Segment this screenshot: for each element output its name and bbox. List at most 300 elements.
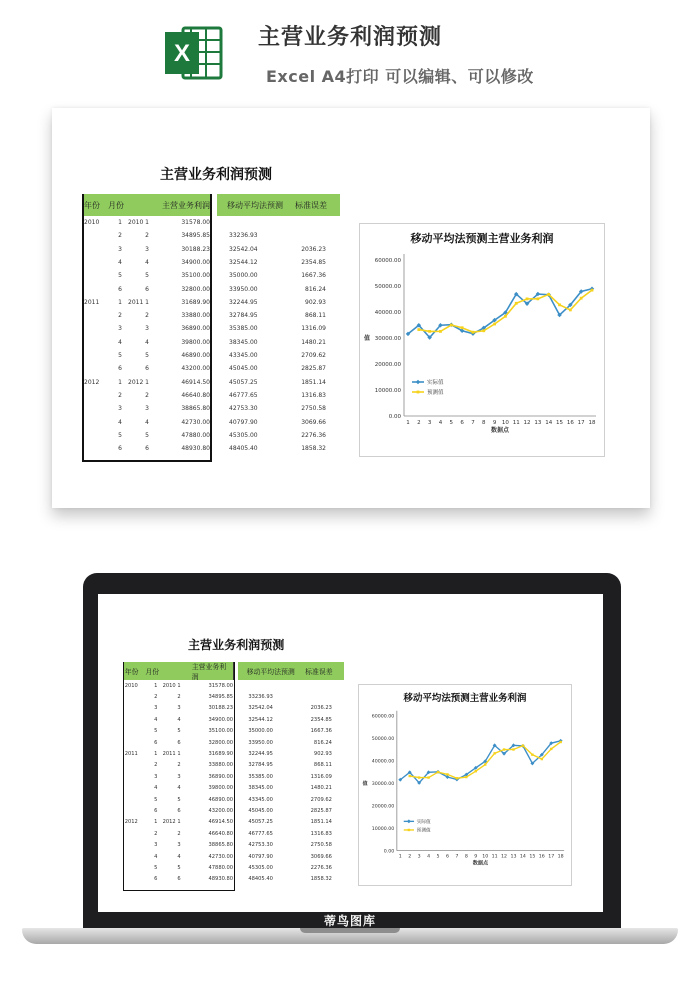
x-axis-label: 数据点 bbox=[472, 860, 489, 867]
table-cell: 1 bbox=[154, 682, 158, 689]
legend-marker bbox=[417, 391, 420, 394]
table-cell: 48930.80 bbox=[181, 445, 210, 453]
x-tick-label: 14 bbox=[545, 420, 553, 426]
table-cell: 2 bbox=[145, 312, 149, 320]
table-row bbox=[82, 339, 212, 352]
table-cell: 32544.12 bbox=[229, 258, 258, 266]
table-cell: 1667.36 bbox=[310, 728, 332, 735]
forecast-row bbox=[217, 219, 340, 232]
table-cell: 6 bbox=[154, 876, 158, 883]
forecast-row bbox=[238, 831, 344, 842]
table-cell: 46640.80 bbox=[208, 830, 234, 837]
table-cell: 33236.93 bbox=[229, 232, 258, 240]
table-cell: 816.24 bbox=[305, 285, 326, 293]
forecast-row bbox=[238, 842, 344, 853]
forecast-row bbox=[217, 299, 340, 312]
table-cell: 1316.83 bbox=[310, 830, 332, 837]
chart-plot bbox=[360, 224, 604, 456]
table-cell: 4 bbox=[177, 853, 181, 860]
table-cell: 1316.83 bbox=[301, 391, 326, 399]
table-cell: 5 bbox=[177, 796, 181, 803]
table-cell: 45045.00 bbox=[229, 365, 258, 373]
table-cell: 5 bbox=[154, 864, 158, 871]
x-tick-label: 7 bbox=[455, 854, 459, 860]
table-cell: 35385.00 bbox=[229, 325, 258, 333]
data-point-forecast bbox=[559, 741, 561, 743]
data-point-forecast bbox=[558, 303, 561, 306]
sheet-title: 主营业务利润预测 bbox=[188, 638, 285, 652]
forecast-row bbox=[238, 740, 344, 751]
column-header: 主营业务利润 bbox=[162, 200, 210, 210]
column-header: 移动平均法预测 bbox=[227, 200, 283, 210]
table-cell: 1858.32 bbox=[310, 876, 332, 883]
table-row bbox=[82, 419, 212, 432]
table-row bbox=[82, 259, 212, 272]
legend-marker bbox=[407, 819, 411, 823]
table-cell: 3 bbox=[177, 773, 181, 780]
table-cell: 33950.00 bbox=[229, 285, 258, 293]
x-tick-label: 2 bbox=[408, 854, 412, 860]
table-cell: 2709.62 bbox=[301, 352, 326, 359]
page-title: 主营业务利润预测 bbox=[258, 25, 443, 50]
data-point-forecast bbox=[512, 748, 514, 750]
data-point-forecast bbox=[504, 315, 507, 318]
legend-label: 实际值 bbox=[416, 820, 431, 826]
data-point-forecast bbox=[569, 309, 572, 312]
x-tick-label: 13 bbox=[510, 854, 517, 860]
table-cell: 34900.00 bbox=[181, 258, 210, 266]
table-cell: 3 bbox=[145, 245, 149, 253]
forecast-row bbox=[217, 445, 340, 458]
table-cell: 6 bbox=[118, 365, 122, 373]
forecast-row bbox=[217, 312, 340, 325]
table-cell: 48405.40 bbox=[248, 876, 273, 883]
data-point-forecast bbox=[439, 330, 442, 333]
table-cell: 3069.66 bbox=[301, 418, 326, 426]
table-cell: 5 bbox=[145, 272, 149, 280]
forecast-row bbox=[238, 819, 344, 830]
data-point-forecast bbox=[484, 763, 486, 765]
table-cell: 48930.80 bbox=[208, 876, 234, 883]
table-cell: 6 bbox=[177, 876, 181, 883]
table-cell: 32800.00 bbox=[181, 285, 210, 293]
x-tick-label: 3 bbox=[417, 854, 421, 860]
data-point-forecast bbox=[437, 771, 439, 773]
table-cell: 4 bbox=[145, 338, 149, 346]
table-cell: 1316.09 bbox=[301, 325, 326, 333]
table-cell: 32244.95 bbox=[229, 298, 258, 306]
y-tick-label: 0.00 bbox=[388, 414, 401, 420]
forecast-row bbox=[217, 259, 340, 272]
legend-label: 预测值 bbox=[427, 390, 444, 396]
line-chart bbox=[359, 223, 605, 457]
table-bottom-border bbox=[123, 890, 235, 891]
table-cell: 3 bbox=[154, 773, 158, 780]
legend-marker bbox=[416, 380, 421, 385]
x-tick-label: 10 bbox=[501, 420, 509, 426]
table-cell: 47880.00 bbox=[181, 431, 210, 439]
table-cell: 4 bbox=[118, 418, 122, 426]
forecast-row bbox=[217, 405, 340, 418]
column-header: 移动平均法预测 bbox=[246, 668, 295, 676]
forecast-row bbox=[217, 272, 340, 285]
column-header: 主营业务利润 bbox=[191, 663, 227, 681]
table-cell: 1 bbox=[118, 219, 122, 226]
x-tick-label: 9 bbox=[492, 420, 497, 426]
table-cell: 32784.95 bbox=[229, 312, 258, 320]
table-row bbox=[82, 379, 212, 392]
table-cell: 3 bbox=[118, 325, 122, 333]
table-cell: 32244.95 bbox=[248, 750, 273, 757]
table-cell: 45057.25 bbox=[229, 378, 258, 386]
spreadsheet-preview-small bbox=[98, 594, 603, 912]
y-tick-label: 60000.00 bbox=[374, 258, 401, 264]
laptop-screen bbox=[98, 594, 603, 912]
y-tick-label: 60000.00 bbox=[371, 714, 395, 720]
table-row bbox=[123, 876, 235, 887]
forecast-row bbox=[217, 232, 340, 245]
table-cell: 6 bbox=[145, 445, 149, 453]
y-tick-label: 30000.00 bbox=[374, 336, 401, 342]
forecast-row bbox=[238, 751, 344, 762]
table-cell: 33880.00 bbox=[181, 312, 210, 320]
table-cell: 5 bbox=[154, 728, 158, 735]
table-cell: 31689.90 bbox=[208, 750, 234, 757]
table-row bbox=[123, 831, 235, 842]
y-tick-label: 0.00 bbox=[383, 849, 395, 855]
table-cell: 35000.00 bbox=[248, 728, 273, 735]
table-cell: 46890.00 bbox=[208, 796, 234, 803]
table-left-border bbox=[82, 194, 84, 460]
table-cell: 46777.65 bbox=[248, 830, 273, 837]
table-row bbox=[82, 445, 212, 458]
table-cell: 4 bbox=[145, 418, 149, 426]
table-cell: 2276.36 bbox=[310, 864, 332, 871]
legend-label: 实际值 bbox=[427, 380, 444, 386]
table-cell: 3 bbox=[177, 705, 181, 712]
table-cell: 2012 bbox=[84, 378, 100, 386]
table-cell: 5 bbox=[154, 796, 158, 803]
table-cell: 32544.12 bbox=[248, 716, 273, 723]
x-tick-label: 2 bbox=[417, 420, 421, 426]
table-cell: 5 bbox=[118, 352, 122, 359]
watermark: 蒂鸟图库 bbox=[323, 914, 376, 928]
forecast-row bbox=[238, 705, 344, 716]
table-cell: 6 bbox=[145, 365, 149, 373]
y-tick-label: 20000.00 bbox=[371, 804, 395, 810]
table-row bbox=[82, 325, 212, 338]
table-cell: 30188.23 bbox=[181, 245, 210, 253]
table-cell: 2011 bbox=[84, 298, 100, 306]
excel-icon bbox=[163, 22, 225, 84]
table-right-border bbox=[234, 662, 235, 890]
table-cell: 2 bbox=[154, 830, 158, 837]
table-cell: 3069.66 bbox=[310, 853, 332, 860]
forecast-row bbox=[217, 352, 340, 365]
table-cell: 40797.90 bbox=[229, 418, 258, 426]
table-cell: 1480.21 bbox=[310, 785, 332, 792]
table-cell: 46914.50 bbox=[208, 819, 234, 826]
forecast-row bbox=[217, 286, 340, 299]
table-cell: 3 bbox=[154, 705, 158, 712]
table-cell: 4 bbox=[145, 258, 149, 266]
table-cell: 2 bbox=[118, 312, 122, 320]
table-cell: 2036.23 bbox=[301, 245, 326, 253]
sheet-title: 主营业务利润预测 bbox=[160, 167, 272, 183]
x-tick-label: 14 bbox=[519, 854, 526, 860]
forecast-row bbox=[238, 774, 344, 785]
table-row bbox=[82, 432, 212, 445]
table-row bbox=[82, 312, 212, 325]
y-tick-label: 10000.00 bbox=[374, 388, 401, 394]
table-cell: 2354.85 bbox=[301, 258, 326, 266]
forecast-row bbox=[217, 432, 340, 445]
table-cell: 32542.04 bbox=[248, 705, 273, 712]
x-tick-label: 8 bbox=[482, 420, 486, 426]
laptop-notch bbox=[300, 928, 400, 933]
table-cell: 2 bbox=[145, 232, 149, 240]
y-axis-label: 值 bbox=[364, 335, 371, 342]
table-cell: 35385.00 bbox=[248, 773, 273, 780]
table-cell: 3 bbox=[145, 405, 149, 413]
table-cell: 38865.80 bbox=[208, 842, 234, 849]
table-cell: 45057.25 bbox=[248, 819, 273, 826]
table-row bbox=[123, 774, 235, 785]
data-point-forecast bbox=[446, 773, 448, 775]
data-point-forecast bbox=[493, 323, 496, 326]
table-row bbox=[123, 683, 235, 694]
column-header: 年份 bbox=[124, 668, 139, 676]
table-cell: 5 bbox=[177, 728, 181, 735]
forecast-row bbox=[238, 876, 344, 887]
column-header: 月份 bbox=[145, 668, 160, 676]
table-row bbox=[82, 272, 212, 285]
table-cell: 36890.00 bbox=[208, 773, 234, 780]
forecast-row bbox=[238, 785, 344, 796]
table-cell: 2011 1 bbox=[162, 750, 181, 757]
table-cell: 2 bbox=[154, 762, 158, 769]
table-row bbox=[82, 405, 212, 418]
table-row bbox=[82, 232, 212, 245]
table-row bbox=[82, 365, 212, 378]
table-cell: 3 bbox=[145, 325, 149, 333]
table-left-border bbox=[123, 662, 124, 890]
data-point-forecast bbox=[503, 748, 505, 750]
table-cell: 33880.00 bbox=[208, 762, 234, 769]
table-cell: 816.24 bbox=[313, 739, 332, 746]
forecast-row bbox=[238, 854, 344, 865]
x-tick-label: 11 bbox=[491, 854, 498, 860]
table-cell: 1 bbox=[118, 378, 122, 386]
table-row bbox=[82, 246, 212, 259]
table-row bbox=[123, 717, 235, 728]
data-point-forecast bbox=[450, 324, 453, 327]
table-cell: 6 bbox=[118, 445, 122, 453]
data-point-forecast bbox=[456, 777, 458, 779]
chart-title: 移动平均法预测主营业务利润 bbox=[410, 232, 554, 245]
table-cell: 4 bbox=[154, 853, 158, 860]
table-cell: 2 bbox=[118, 232, 122, 240]
forecast-row bbox=[238, 683, 344, 694]
table-row bbox=[123, 762, 235, 773]
data-point-forecast bbox=[461, 326, 464, 329]
table-cell: 31578.00 bbox=[181, 219, 210, 226]
table-cell: 2 bbox=[177, 693, 181, 700]
table-cell: 1 bbox=[118, 298, 122, 306]
table-cell: 38865.80 bbox=[181, 405, 210, 413]
data-point-forecast bbox=[547, 293, 550, 296]
series-line-actual bbox=[408, 289, 592, 338]
forecast-row bbox=[238, 728, 344, 739]
table-row bbox=[82, 392, 212, 405]
table-cell: 4 bbox=[154, 785, 158, 792]
table-cell: 1851.14 bbox=[301, 378, 326, 386]
forecast-table-header bbox=[217, 194, 340, 216]
table-cell: 46777.65 bbox=[229, 391, 258, 399]
table-row bbox=[123, 808, 235, 819]
line-chart bbox=[358, 684, 572, 886]
table-cell: 33236.93 bbox=[248, 693, 273, 700]
forecast-row bbox=[217, 246, 340, 259]
forecast-row bbox=[238, 808, 344, 819]
table-cell: 3 bbox=[118, 405, 122, 413]
table-cell: 3 bbox=[177, 842, 181, 849]
table-cell: 1858.32 bbox=[301, 445, 326, 453]
table-cell: 2 bbox=[177, 762, 181, 769]
x-tick-label: 12 bbox=[523, 420, 531, 426]
forecast-row bbox=[238, 865, 344, 876]
forecast-row bbox=[217, 392, 340, 405]
data-point-forecast bbox=[541, 758, 543, 760]
table-cell: 34895.85 bbox=[181, 232, 210, 240]
table-cell: 5 bbox=[118, 431, 122, 439]
x-axis-label: 数据点 bbox=[490, 427, 510, 434]
spreadsheet-preview bbox=[52, 108, 650, 508]
chart-title: 移动平均法预测主营业务利润 bbox=[403, 693, 527, 705]
x-tick-label: 10 bbox=[482, 854, 489, 860]
table-cell: 6 bbox=[145, 285, 149, 293]
table-cell: 2 bbox=[177, 830, 181, 837]
y-tick-label: 50000.00 bbox=[374, 284, 401, 290]
x-tick-label: 5 bbox=[436, 854, 440, 860]
table-header bbox=[123, 662, 235, 680]
chart-plot bbox=[359, 685, 571, 885]
table-cell: 46914.50 bbox=[181, 378, 210, 386]
x-tick-label: 13 bbox=[534, 420, 542, 426]
x-tick-label: 17 bbox=[577, 420, 585, 426]
table-row bbox=[123, 842, 235, 853]
table-cell: 42753.30 bbox=[248, 842, 273, 849]
x-tick-label: 17 bbox=[548, 854, 555, 860]
table-cell: 2012 bbox=[124, 819, 138, 826]
table-cell: 1667.36 bbox=[301, 272, 326, 280]
table-cell: 34895.85 bbox=[208, 693, 234, 700]
table-cell: 5 bbox=[118, 272, 122, 280]
table-cell: 42730.00 bbox=[181, 418, 210, 426]
table-cell: 6 bbox=[177, 807, 181, 814]
table-cell: 43345.00 bbox=[229, 352, 258, 359]
table-cell: 35000.00 bbox=[229, 272, 258, 280]
table-row bbox=[123, 865, 235, 876]
data-point-forecast bbox=[472, 331, 475, 334]
y-tick-label: 40000.00 bbox=[374, 310, 401, 316]
table-cell: 2010 bbox=[84, 219, 100, 226]
table-cell: 3 bbox=[118, 245, 122, 253]
forecast-row bbox=[217, 339, 340, 352]
y-axis-label: 值 bbox=[362, 781, 368, 787]
table-cell: 39800.00 bbox=[208, 785, 234, 792]
x-tick-label: 3 bbox=[427, 420, 432, 426]
table-cell: 2012 1 bbox=[128, 378, 149, 386]
forecast-row bbox=[217, 325, 340, 338]
x-tick-label: 15 bbox=[529, 854, 536, 860]
data-point-forecast bbox=[409, 775, 411, 777]
table-cell: 46640.80 bbox=[181, 391, 210, 399]
data-point-forecast bbox=[465, 776, 467, 778]
data-point-forecast bbox=[428, 330, 431, 333]
table-cell: 4 bbox=[118, 258, 122, 266]
table-cell: 34900.00 bbox=[208, 716, 234, 723]
x-tick-label: 5 bbox=[449, 420, 454, 426]
x-tick-label: 6 bbox=[460, 420, 464, 426]
excel-logo-letter: X bbox=[173, 40, 191, 67]
table-cell: 868.11 bbox=[313, 762, 332, 769]
table-cell: 2 bbox=[145, 391, 149, 399]
forecast-row bbox=[217, 379, 340, 392]
table-cell: 36890.00 bbox=[181, 325, 210, 333]
x-tick-label: 18 bbox=[588, 420, 596, 426]
table-cell: 868.11 bbox=[305, 312, 326, 320]
page-subtitle: Excel A4打印 可以编辑、可以修改 bbox=[266, 67, 534, 86]
table-cell: 2 bbox=[154, 693, 158, 700]
table-cell: 2825.87 bbox=[301, 365, 326, 373]
table-header bbox=[82, 194, 212, 216]
table-cell: 2276.36 bbox=[301, 431, 326, 439]
table-cell: 2354.85 bbox=[310, 716, 332, 723]
table-cell: 6 bbox=[154, 739, 158, 746]
table-cell: 2012 1 bbox=[162, 819, 181, 826]
table-cell: 902.93 bbox=[305, 298, 326, 306]
table-cell: 2011 bbox=[124, 750, 138, 757]
table-row bbox=[82, 219, 212, 232]
table-cell: 1 bbox=[154, 750, 158, 757]
table-cell: 1480.21 bbox=[301, 338, 326, 346]
table-cell: 6 bbox=[118, 285, 122, 293]
table-cell: 2825.87 bbox=[310, 807, 332, 814]
table-cell: 46890.00 bbox=[181, 352, 210, 359]
x-tick-label: 6 bbox=[445, 854, 449, 860]
table-cell: 6 bbox=[154, 807, 158, 814]
x-tick-label: 16 bbox=[538, 854, 545, 860]
table-cell: 38345.00 bbox=[229, 338, 258, 346]
table-cell: 42730.00 bbox=[208, 853, 234, 860]
table-cell: 43200.00 bbox=[181, 365, 210, 373]
table-row bbox=[123, 705, 235, 716]
table-right-border bbox=[210, 194, 212, 460]
data-point-forecast bbox=[427, 776, 429, 778]
y-tick-label: 50000.00 bbox=[371, 737, 395, 743]
forecast-row bbox=[238, 694, 344, 705]
x-tick-label: 4 bbox=[427, 854, 431, 860]
table-cell: 1 bbox=[154, 819, 158, 826]
forecast-row bbox=[217, 365, 340, 378]
table-cell: 4 bbox=[177, 785, 181, 792]
column-header: 年份 bbox=[84, 200, 100, 210]
table-cell: 1851.14 bbox=[310, 819, 332, 826]
table-cell: 32542.04 bbox=[229, 245, 258, 253]
table-cell: 43345.00 bbox=[248, 796, 273, 803]
series-line-actual bbox=[400, 741, 560, 783]
